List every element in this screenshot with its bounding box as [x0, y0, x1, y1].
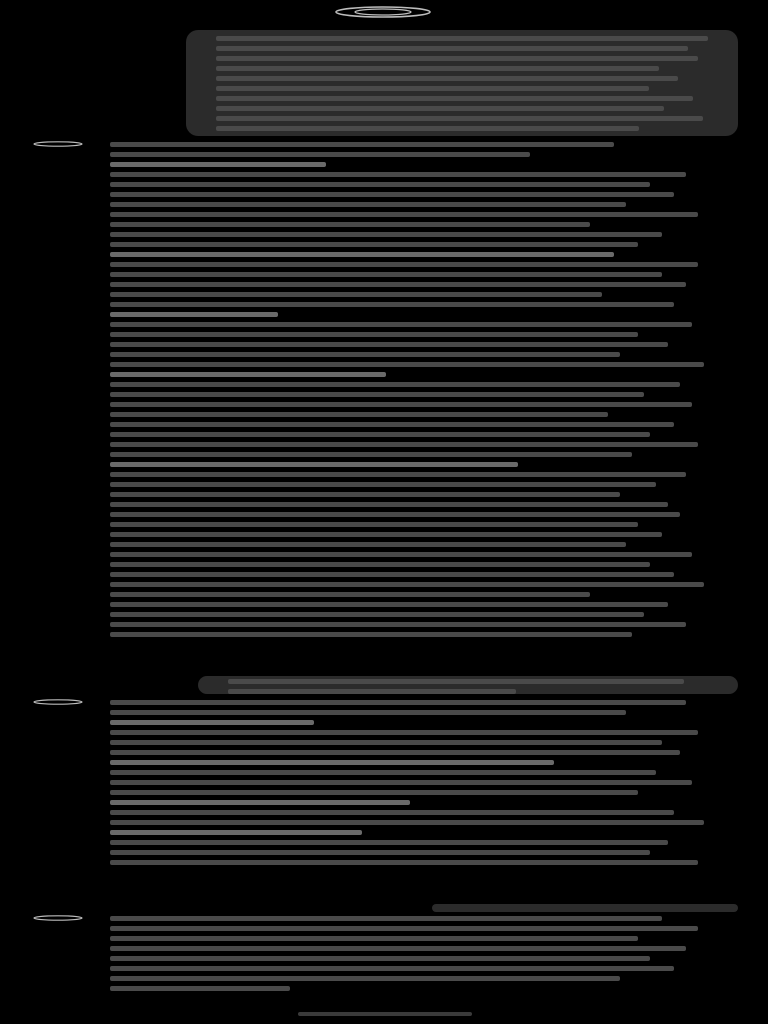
user-message-text: [216, 46, 688, 51]
app-logo-icon: [334, 6, 432, 18]
user-message-text: [228, 679, 684, 684]
reply-line: [110, 452, 632, 457]
reply-line: [110, 966, 674, 971]
assistant-avatar-icon: [32, 699, 84, 705]
section-heading: [110, 720, 314, 725]
reply-line: [110, 392, 644, 397]
reply-line: [110, 850, 650, 855]
reply-line: [110, 552, 692, 557]
reply-line: [110, 926, 698, 931]
reply-line: [110, 976, 620, 981]
reply-line: [110, 402, 692, 407]
reply-line: [110, 432, 650, 437]
reply-line: [110, 956, 650, 961]
user-message-text: [216, 116, 703, 121]
user-message-text: [216, 66, 659, 71]
user-message-text: [216, 126, 639, 131]
reply-line: [110, 770, 656, 775]
reply-line: [110, 222, 590, 227]
footer-text: [298, 1012, 472, 1016]
reply-line: [110, 860, 698, 865]
reply-line: [110, 780, 692, 785]
assistant-reply-3: [110, 916, 710, 996]
reply-line: [110, 232, 662, 237]
reply-line: [110, 582, 704, 587]
reply-line: [110, 700, 686, 705]
reply-line: [110, 272, 662, 277]
reply-line: [110, 322, 692, 327]
reply-line: [110, 820, 704, 825]
assistant-avatar-icon: [32, 141, 84, 147]
reply-line: [110, 342, 668, 347]
section-heading: [110, 800, 410, 805]
user-message-2: [198, 676, 738, 694]
reply-line: [110, 916, 662, 921]
section-heading: [110, 252, 614, 257]
section-heading: [110, 162, 326, 167]
user-message-3: [432, 904, 738, 912]
reply-line: [110, 502, 668, 507]
user-message-text: [216, 76, 678, 81]
reply-line: [110, 282, 686, 287]
reply-line: [110, 572, 674, 577]
reply-line: [110, 142, 614, 147]
reply-line: [110, 422, 674, 427]
section-heading: [110, 462, 518, 467]
reply-line: [110, 810, 674, 815]
reply-line: [110, 482, 656, 487]
reply-line: [110, 612, 644, 617]
reply-line: [110, 472, 686, 477]
reply-line: [110, 730, 698, 735]
assistant-reply-2: [110, 700, 710, 900]
assistant-avatar-icon: [32, 915, 84, 921]
reply-line: [110, 172, 686, 177]
user-message-text: [228, 689, 516, 694]
reply-line: [110, 750, 680, 755]
reply-line: [110, 442, 698, 447]
reply-line: [110, 362, 704, 367]
reply-line: [110, 562, 650, 567]
reply-line: [110, 242, 638, 247]
user-message-text: [216, 56, 698, 61]
reply-line: [110, 986, 290, 991]
reply-line: [110, 152, 530, 157]
reply-line: [110, 412, 608, 417]
reply-line: [110, 840, 668, 845]
user-message-text: [216, 106, 664, 111]
reply-line: [110, 936, 638, 941]
section-heading: [110, 312, 278, 317]
reply-line: [110, 632, 632, 637]
reply-line: [110, 302, 674, 307]
reply-line: [110, 202, 626, 207]
reply-line: [110, 946, 686, 951]
reply-line: [110, 710, 626, 715]
reply-line: [110, 790, 638, 795]
user-message-1: [186, 30, 738, 136]
reply-line: [110, 542, 626, 547]
reply-line: [110, 740, 662, 745]
reply-line: [110, 182, 650, 187]
reply-line: [110, 512, 680, 517]
reply-line: [110, 592, 590, 597]
reply-line: [110, 332, 638, 337]
assistant-reply-1: [110, 142, 710, 672]
reply-line: [110, 292, 602, 297]
reply-line: [110, 212, 698, 217]
user-message-text: [216, 96, 693, 101]
reply-line: [110, 192, 674, 197]
reply-line: [110, 492, 620, 497]
reply-line: [110, 622, 686, 627]
section-heading: [110, 760, 554, 765]
reply-line: [110, 262, 698, 267]
reply-line: [110, 532, 662, 537]
user-message-text: [216, 36, 708, 41]
reply-line: [110, 522, 638, 527]
section-heading: [110, 830, 362, 835]
reply-line: [110, 352, 620, 357]
user-message-text: [216, 86, 649, 91]
reply-line: [110, 602, 668, 607]
reply-line: [110, 382, 680, 387]
section-heading: [110, 372, 386, 377]
